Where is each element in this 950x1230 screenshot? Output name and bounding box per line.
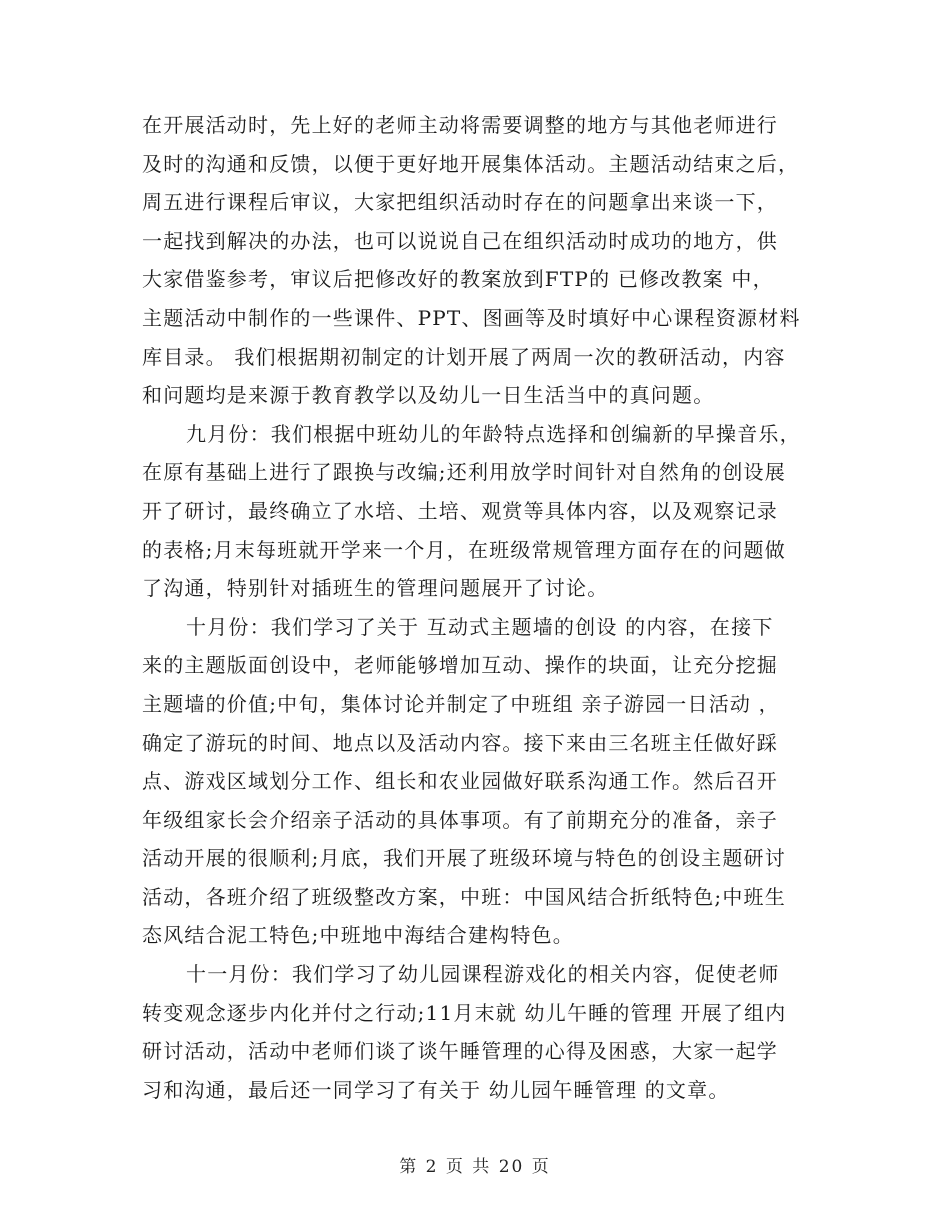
text-line: 和问题均是来源于教育教学以及幼儿一日生活当中的真问题。 bbox=[142, 383, 715, 408]
text-line: 主题墙的价值;中旬，集体讨论并制定了中班组 亲子游园一日活动 ， bbox=[142, 691, 780, 716]
text-line: 十一月份：我们学习了幼儿园课程游戏化的相关内容，促使老师 bbox=[186, 962, 780, 987]
text-line: 点、游戏区域划分工作、组长和农业园做好联系沟通工作。然后召开 bbox=[142, 769, 778, 794]
text-line: 及时的沟通和反馈，以便于更好地开展集体活动。主题活动结束之后， bbox=[142, 151, 800, 176]
text-line: 年级组家长会介绍亲子活动的具体事项。有了前期充分的准备，亲子 bbox=[142, 807, 778, 832]
text-line: 主题活动中制作的一些课件、PPT、图画等及时填好中心课程资源材料 bbox=[142, 305, 801, 330]
text-line: 态风结合泥工特色;中班地中海结合建构特色。 bbox=[142, 923, 574, 948]
paragraph-november bbox=[142, 955, 810, 1109]
text-line: 在原有基础上进行了跟换与改编;还利用放学时间针对自然角的创设展 bbox=[142, 460, 786, 485]
text-line: 十月份：我们学习了关于 互动式主题墙的创设 的内容，在接下 bbox=[186, 614, 774, 639]
text-line: 在开展活动时，先上好的老师主动将需要调整的地方与其他老师进行 bbox=[142, 113, 778, 137]
text-line: 转变观念逐步内化并付之行动;11月末就 幼儿午睡的管理 开展了组内 bbox=[142, 1000, 787, 1025]
paragraph-october bbox=[142, 608, 810, 955]
text-line: 的表格;月末每班就开学来一个月，在班级常规管理方面存在的问题做 bbox=[142, 537, 786, 562]
paragraph-september bbox=[142, 415, 810, 608]
text-line: 活动开展的很顺利;月底，我们开展了班级环境与特色的创设主题研讨 bbox=[142, 846, 786, 871]
text-line: 开了研讨，最终确立了水培、土培、观赏等具体内容，以及观察记录 bbox=[142, 498, 778, 523]
text-line: 了沟通，特别针对插班生的管理问题展开了讨论。 bbox=[142, 576, 609, 601]
text-line: 库目录。 我们根据期初制定的计划开展了两周一次的教研活动，内容 bbox=[142, 344, 786, 369]
text-line: 大家借鉴参考，审议后把修改好的教案放到FTP的 已修改教案 中， bbox=[142, 267, 774, 292]
paragraph-intro bbox=[142, 106, 810, 415]
document-body bbox=[142, 106, 810, 1109]
text-line: 活动，各班介绍了班级整改方案，中班：中国风结合折纸特色;中班生 bbox=[142, 884, 786, 909]
text-line: 九月份：我们根据中班幼儿的年龄特点选择和创编新的早操音乐， bbox=[186, 421, 801, 446]
text-line: 一起找到解决的办法，也可以说说自己在组织活动时成功的地方，供 bbox=[142, 228, 778, 253]
text-line: 周五进行课程后审议，大家把组织活动时存在的问题拿出来谈一下， bbox=[142, 190, 778, 215]
page-number-footer: 第 2 页 共 20 页 bbox=[399, 1157, 551, 1177]
text-line: 确定了游玩的时间、地点以及活动内容。接下来由三名班主任做好踩 bbox=[142, 730, 778, 755]
text-line: 研讨活动，活动中老师们谈了谈午睡管理的心得及困惑，大家一起学 bbox=[142, 1039, 778, 1064]
text-line: 习和沟通，最后还一同学习了有关于 幼儿园午睡管理 的文章。 bbox=[142, 1077, 730, 1102]
text-line: 来的主题版面创设中，老师能够增加互动、操作的块面，让充分挖掘 bbox=[142, 653, 778, 678]
